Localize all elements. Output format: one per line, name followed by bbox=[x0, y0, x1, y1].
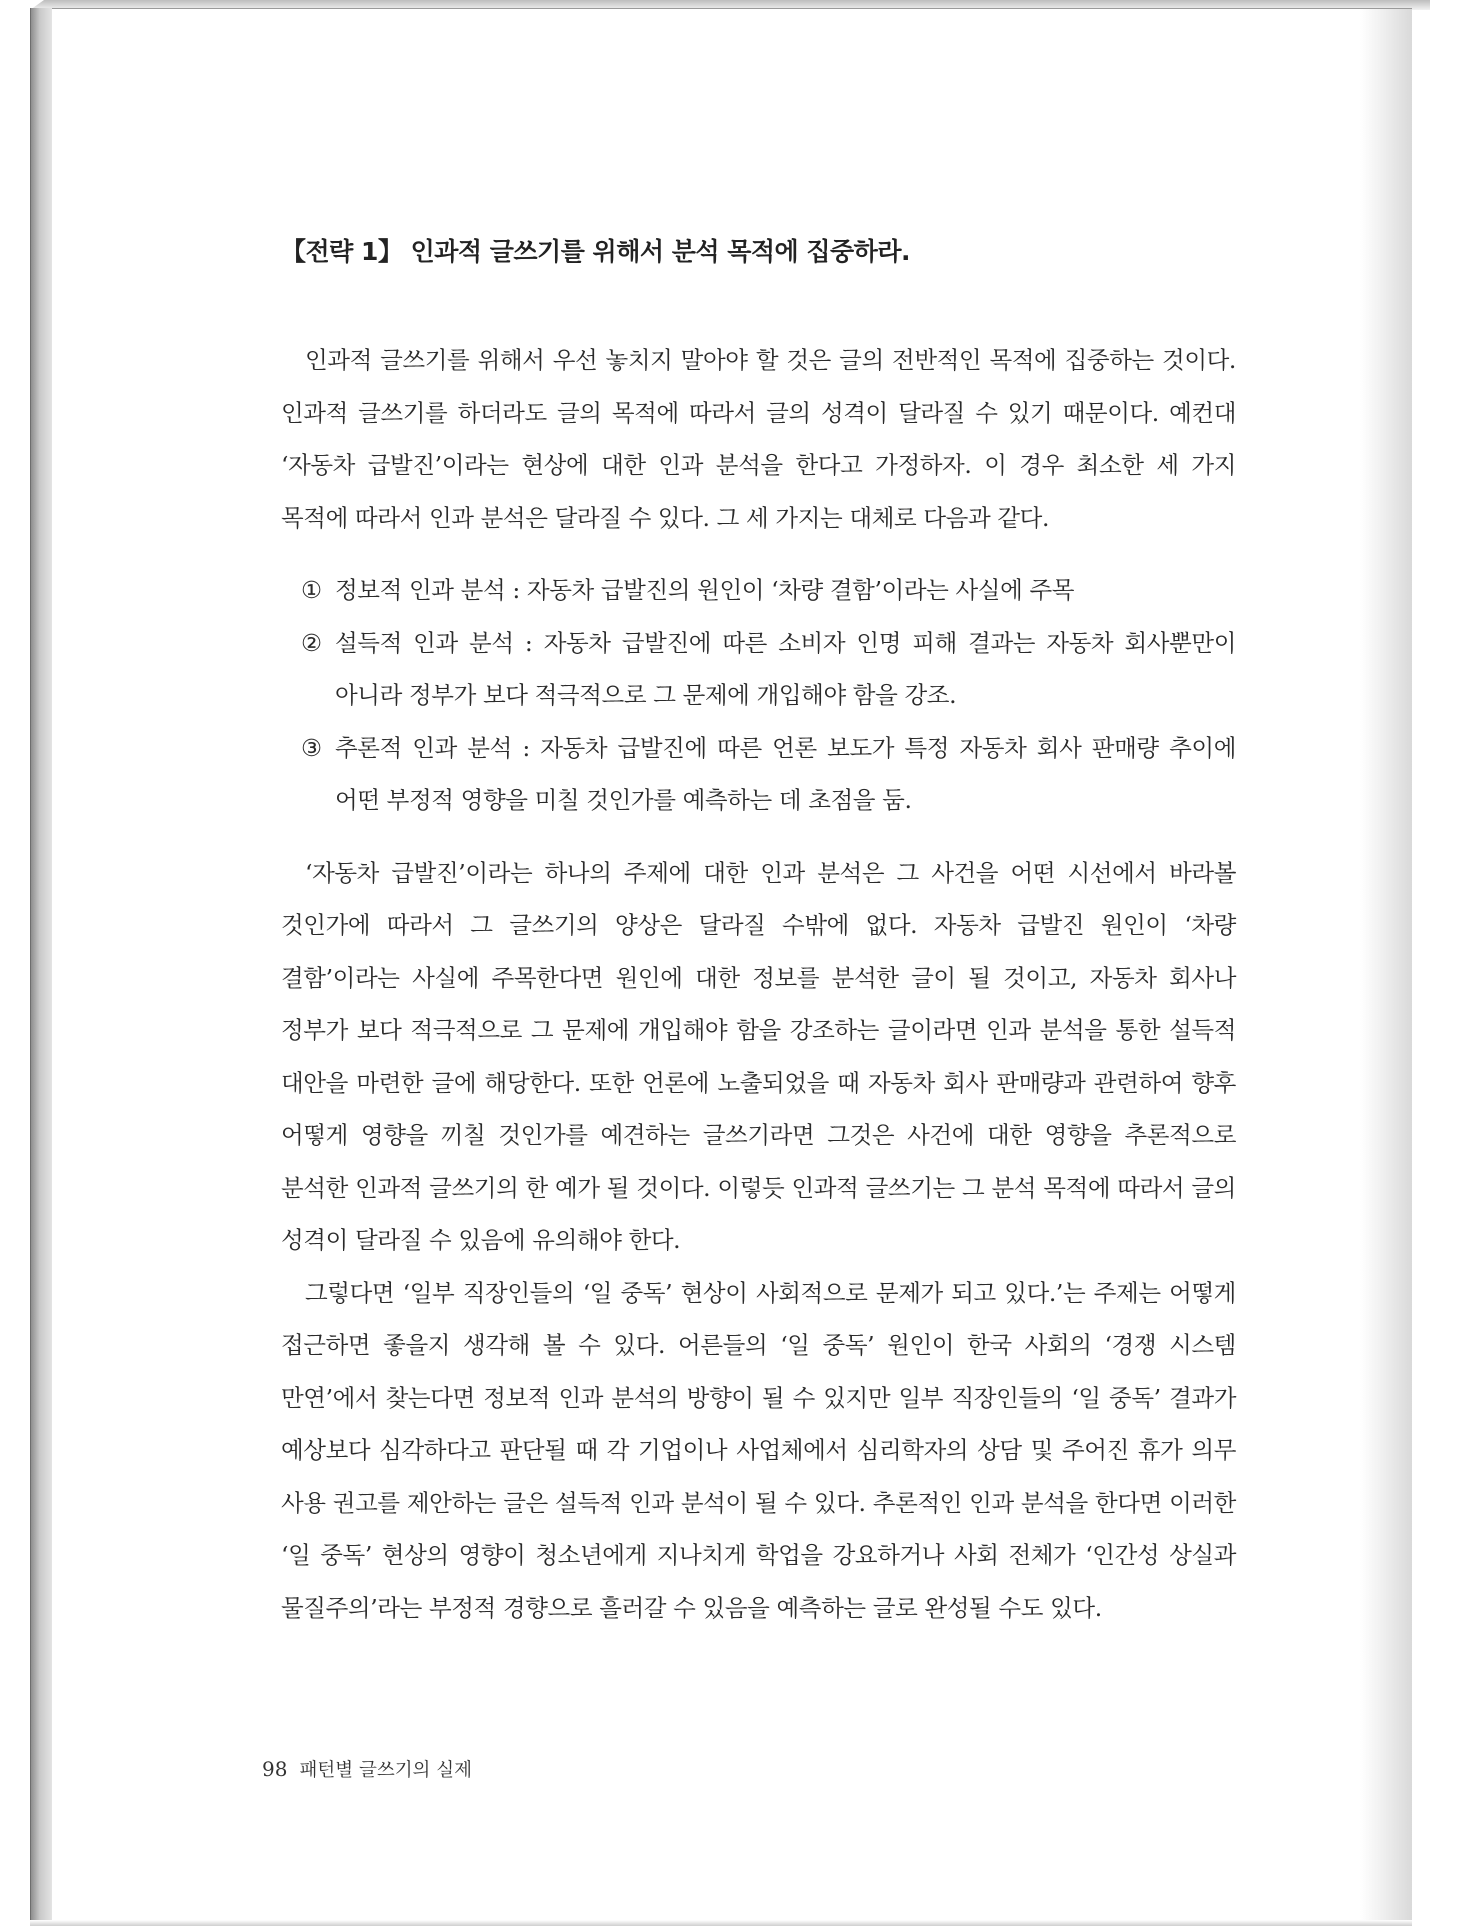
book-spine-edge bbox=[30, 8, 53, 1926]
list-item-text: 설득적 인과 분석 : 자동차 급발진에 따른 소비자 인명 피해 결과는 자동차 회사뿐만이 아니라 정부가 보다 적극적으로 그 문제에 개입해야 함을 강조. bbox=[335, 628, 1236, 709]
page-content bbox=[281, 232, 1236, 1634]
list-marker: ② bbox=[301, 628, 322, 657]
section-heading: 【전략 1】 인과적 글쓰기를 위해서 분석 목적에 집중하라. bbox=[281, 237, 910, 266]
body-paragraph: 그렇다면 ‘일부 직장인들의 ‘일 중독’ 현상이 사회적으로 문제가 되고 있다.’는 주제는 어떻게 접근하면 좋을지 생각해 볼 수 있다. 어른들의 ‘일 중독’ 원인이 한국 사회의 ‘경쟁 시스템 만연’에서 찾는다면 정보적 인과 분석의 방향이 될 수 있지만 일부 직장인들의 ‘일 중독’ 결과가 예상보다 심각하다고 판단될 때 각 기업이나 사업체에서 심리학자의 상담 및 주어진 휴가 의무 사용 권고를 제안하는 글은 설득적 인과 분석이 될 수 있다. 추론적인 인과 분석을 한다면 이러한 ‘일 중독’ 현상의 영향이 청소년에게 지나치게 학업을 강요하거나 사회 전체가 ‘인간성 상실과 물질주의’라는 부정적 경향으로 흘러갈 수 있음을 예측하는 글로 완성될 수도 있다. bbox=[281, 1278, 1236, 1622]
analysis-type-list bbox=[281, 564, 1236, 827]
body-paragraph: ‘자동차 급발진’이라는 하나의 주제에 대한 인과 분석은 그 사건을 어떤 시선에서 바라볼 것인가에 따라서 그 글쓰기의 양상은 달라질 수밖에 없다. 자동차 급발진 원인이 ‘차량 결함’이라는 사실에 주목한다면 원인에 대한 정보를 분석한 글이 될 것이고, 자동차 회사나 정부가 보다 적극적으로 그 문제에 개입해야 함을 강조하는 글이라면 인과 분석을 통한 설득적 대안을 마련한 글에 해당한다. 또한 언론에 노출되었을 때 자동차 회사 판매량과 관련하여 향후 어떻게 영향을 끼칠 것인가를 예견하는 글쓰기라면 그것은 사건에 대한 영향을 추론적으로 분석한 인과적 글쓰기의 한 예가 될 것이다. 이렇듯 인과적 글쓰기는 그 분석 목적에 따라서 글의 성격이 달라질 수 있음에 유의해야 한다. bbox=[281, 858, 1236, 1254]
list-marker: ③ bbox=[301, 733, 322, 762]
list-item bbox=[301, 564, 1236, 617]
page-bottom-edge bbox=[30, 1920, 1412, 1926]
list-marker: ① bbox=[301, 576, 322, 604]
page-right-shadow bbox=[1360, 9, 1412, 1926]
list-item bbox=[301, 617, 1236, 722]
page-number: 98 bbox=[262, 1757, 288, 1781]
list-item-text: 정보적 인과 분석 : 자동차 급발진의 원인이 ‘차량 결함’이라는 사실에 주목 bbox=[335, 576, 1075, 604]
list-item-text: 추론적 인과 분석 : 자동차 급발진에 따른 언론 보도가 특정 자동차 회사 판매량 추이에 어떤 부정적 영향을 미칠 것인가를 예측하는 데 초점을 둠. bbox=[335, 733, 1236, 814]
intro-paragraph: 인과적 글쓰기를 위해서 우선 놓치지 말아야 할 것은 글의 전반적인 목적에 집중하는 것이다. 인과적 글쓰기를 하더라도 글의 목적에 따라서 글의 성격이 달라질 수 있기 때문이다. 예컨대 ‘자동차 급발진’이라는 현상에 대한 인과 분석을 한다고 가정하자. 이 경우 최소한 세 가지 목적에 따라서 인과 분석은 달라질 수 있다. 그 세 가지는 대체로 다음과 같다. bbox=[281, 346, 1236, 532]
list-item bbox=[301, 722, 1236, 827]
running-title: 패턴별 글쓰기의 실제 bbox=[299, 1760, 473, 1781]
page-footer bbox=[262, 1756, 472, 1782]
